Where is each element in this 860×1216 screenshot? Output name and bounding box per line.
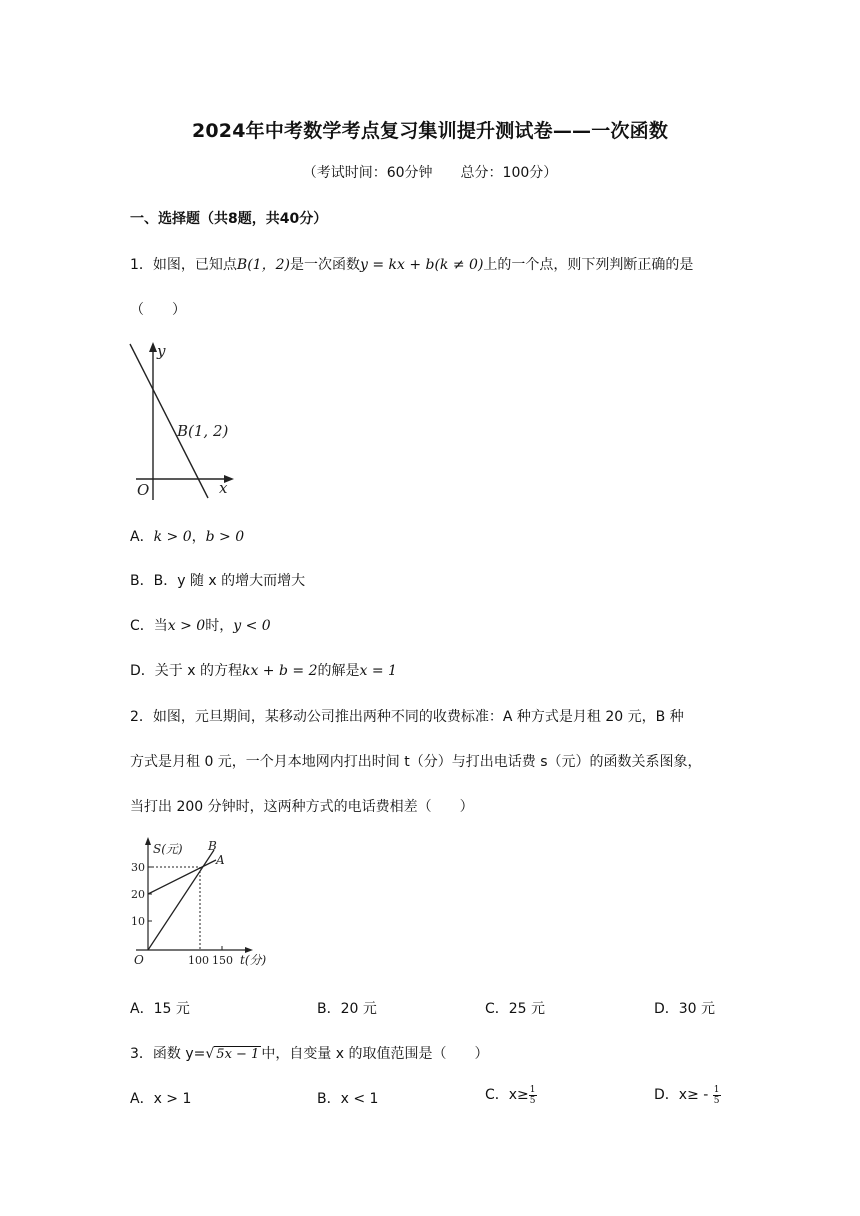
function-line	[130, 344, 208, 498]
q1-option-a[interactable]: A．k > 0，b > 0	[130, 529, 245, 545]
q3-option-d[interactable]: D．x≥ - $\frac{1}{5}$	[654, 1084, 720, 1106]
x-tick-label-100: 100	[188, 954, 209, 967]
q2-option-c[interactable]: C．25 元	[485, 1001, 546, 1017]
point-b-label: B(1, 2)	[177, 422, 229, 440]
y-tick-label-30: 30	[131, 861, 145, 874]
q1-option-d[interactable]: D．关于 x 的方程kx + b = 2的解是x = 1	[130, 663, 397, 679]
origin-label: O	[137, 481, 150, 499]
q1-function: y = kx + b(k ≠ 0)	[359, 257, 484, 273]
q2-option-b[interactable]: B．20 元	[317, 1001, 377, 1017]
x-axis-label: x	[219, 479, 228, 497]
q2-stem-line1: 2．如图，元旦期间，某移动公司推出两种不同的收费标准：A 种方式是月租 20 元，B 种	[130, 709, 684, 725]
q2-stem-line3: 当打出 200 分钟时，这两种方式的电话费相差（ ）	[130, 799, 474, 815]
exam-time: （考试时间：60分钟	[302, 165, 433, 181]
sqrt-expression: √ 5x − 1	[205, 1046, 260, 1062]
s-axis-label: S(元)	[153, 842, 183, 856]
y-tick-label-10: 10	[131, 915, 145, 928]
q1-option-c[interactable]: C．当x > 0时，y < 0	[130, 618, 271, 634]
y-axis-arrow	[149, 342, 157, 352]
line-a	[148, 860, 216, 894]
page-title: 2024年中考数学考点复习集训提升测试卷——一次函数	[191, 120, 669, 142]
q2-option-a[interactable]: A．15 元	[130, 1001, 190, 1017]
origin-label: O	[134, 953, 144, 967]
q3-option-b[interactable]: B．x < 1	[317, 1091, 379, 1107]
t-axis-label: t(分)	[240, 953, 267, 967]
line-b-label: B	[208, 839, 217, 853]
exam-info	[0, 162, 860, 182]
q2-stem-line2: 方式是月租 0 元，一个月本地网内打出时间 t（分）与打出电话费 s（元）的函数关系图象，	[130, 754, 702, 770]
x-tick-label-150: 150	[212, 954, 233, 967]
exam-total: 总分：100分）	[460, 165, 558, 181]
fraction: $\frac{1}{5}$	[529, 1084, 536, 1106]
q1-paren: （ ）	[130, 302, 186, 318]
fraction: $\frac{1}{5}$	[713, 1084, 720, 1106]
q1-stem: 1．如图，已知点B(1，2)是一次函数y = kx + b(k ≠ 0)上的一个点，则下列判断正确的是	[130, 257, 694, 273]
q1-figure	[128, 338, 240, 500]
q2-figure	[128, 836, 273, 968]
q1-option-b[interactable]: B．B．y 随 x 的增大而增大	[130, 573, 306, 589]
s-axis-arrow	[145, 837, 151, 845]
q1-point: B(1，2)	[236, 257, 290, 273]
section-heading: 一、选择题（共8题，共40分）	[130, 211, 328, 227]
line-b	[148, 850, 214, 950]
y-axis-label: y	[157, 342, 166, 360]
q3-option-c[interactable]: C．x≥ $\frac{1}{5}$	[485, 1084, 536, 1106]
y-tick-label-20: 20	[131, 888, 145, 901]
q2-option-d[interactable]: D．30 元	[654, 1001, 716, 1017]
q3-stem: 3．函数 y=√ 5x − 1 中，自变量 x 的取值范围是（ ）	[130, 1046, 489, 1062]
q3-option-a[interactable]: A．x > 1	[130, 1091, 192, 1107]
line-a-label: A	[216, 853, 225, 867]
